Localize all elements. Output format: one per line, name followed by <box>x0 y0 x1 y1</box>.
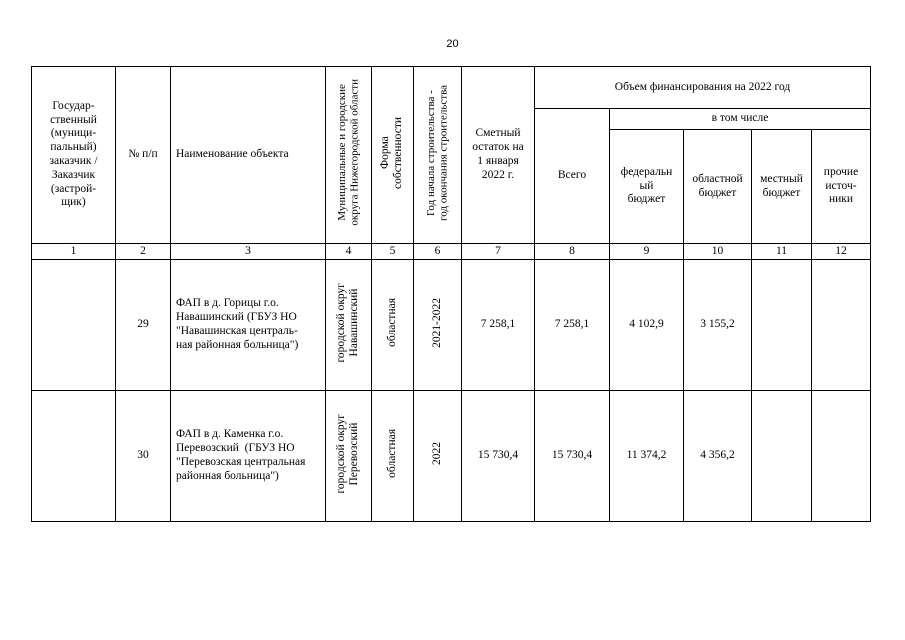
header-ownership: Форма собственности <box>379 116 405 189</box>
row-local <box>752 391 812 522</box>
row-federal: 4 102,9 <box>610 260 684 391</box>
row-object-name: ФАП в д. Каменка г.о. Перевозский (ГБУЗ НО "Перевозская центральная районная больница") <box>171 391 326 522</box>
header-municipality-cell <box>326 67 372 244</box>
row-ownership-cell <box>372 391 414 522</box>
col-number: 12 <box>812 244 871 260</box>
col-number: 11 <box>752 244 812 260</box>
header-regional: областной бюджет <box>684 130 752 244</box>
row-regional: 3 155,2 <box>684 260 752 391</box>
row-municipality: городской округ Перевозский <box>335 413 361 494</box>
header-funding: Объем финансирования на 2022 год <box>535 67 871 109</box>
col-number: 10 <box>684 244 752 260</box>
header-including: в том числе <box>610 109 871 130</box>
header-years-cell <box>414 67 462 244</box>
row-ownership: областная <box>385 298 398 348</box>
row-local <box>752 260 812 391</box>
row-customer <box>32 391 116 522</box>
col-number: 9 <box>610 244 684 260</box>
row-customer <box>32 260 116 391</box>
row-years-cell <box>414 260 462 391</box>
row-municipality: городской округ Навашинский <box>335 282 361 363</box>
row-num: 29 <box>116 260 171 391</box>
col-number: 1 <box>32 244 116 260</box>
row-municipality-cell <box>326 260 372 391</box>
row-other <box>812 260 871 391</box>
header-federal: федеральн ый бюджет <box>610 130 684 244</box>
header-num: № п/п <box>116 67 171 244</box>
header-total: Всего <box>535 109 610 244</box>
row-years-cell <box>414 391 462 522</box>
header-municipality: Муниципальные и городские округа Нижегородской области <box>335 79 361 226</box>
col-number: 4 <box>326 244 372 260</box>
col-number: 7 <box>462 244 535 260</box>
row-federal: 11 374,2 <box>610 391 684 522</box>
header-estimate: Сметный остаток на 1 января 2022 г. <box>462 67 535 244</box>
row-total: 15 730,4 <box>535 391 610 522</box>
table-row <box>32 260 871 391</box>
row-ownership-cell <box>372 260 414 391</box>
financing-table <box>31 66 871 522</box>
row-total: 7 258,1 <box>535 260 610 391</box>
row-estimate: 15 730,4 <box>462 391 535 522</box>
header-customer: Государ- ственный (муници- пальный) заказчик / Заказчик (застрой- щик) <box>32 67 116 244</box>
col-number: 3 <box>171 244 326 260</box>
header-local: местный бюджет <box>752 130 812 244</box>
header-object-name: Наименование объекта <box>171 67 326 244</box>
row-municipality-cell <box>326 391 372 522</box>
table-row <box>32 391 871 522</box>
row-estimate: 7 258,1 <box>462 260 535 391</box>
header-ownership-cell <box>372 67 414 244</box>
row-num: 30 <box>116 391 171 522</box>
header-other: прочие источ- ники <box>812 130 871 244</box>
row-other <box>812 391 871 522</box>
col-number: 5 <box>372 244 414 260</box>
header-years: Год начала строительства - год окончания строительства <box>424 84 450 221</box>
col-number: 2 <box>116 244 171 260</box>
page-number: 20 <box>446 38 459 50</box>
row-ownership: областная <box>385 429 398 479</box>
row-years: 2022 <box>430 442 443 466</box>
row-object-name: ФАП в д. Горицы г.о. Навашинский (ГБУЗ НО "Навашинская централь- ная районная больница") <box>171 260 326 391</box>
row-years: 2021-2022 <box>430 297 443 348</box>
row-regional: 4 356,2 <box>684 391 752 522</box>
column-numbers-row <box>32 244 871 260</box>
col-number: 6 <box>414 244 462 260</box>
col-number: 8 <box>535 244 610 260</box>
